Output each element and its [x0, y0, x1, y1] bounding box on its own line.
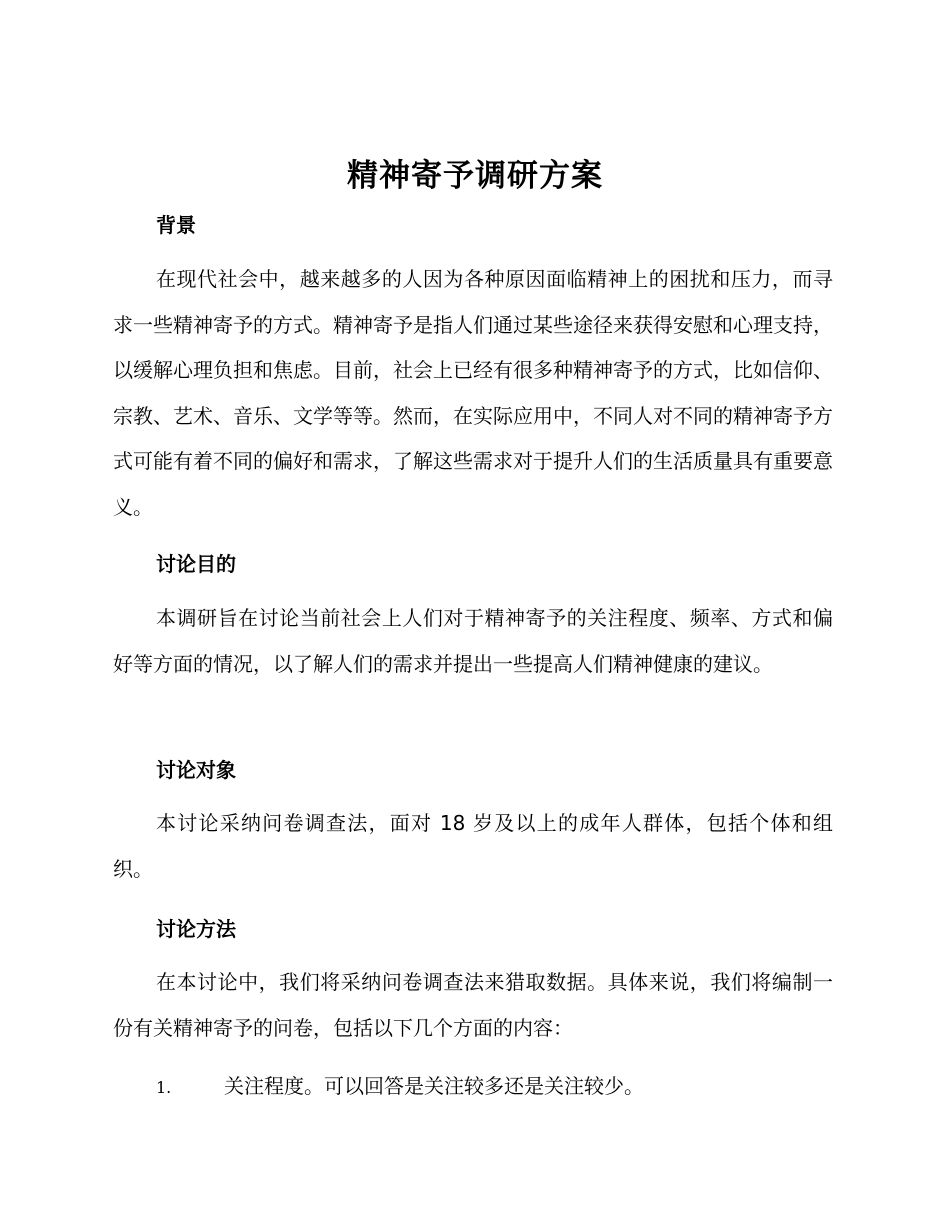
- list-item: [156, 1071, 644, 1103]
- list-item-number: 1.: [156, 1078, 172, 1097]
- section-heading-purpose: 讨论目的: [156, 552, 236, 576]
- section-heading-background: 背景: [156, 213, 196, 237]
- section-heading-subjects: 讨论对象: [156, 758, 236, 782]
- list-item-text: 关注程度。可以回答是关注较多还是关注较少。: [224, 1074, 644, 1098]
- section-paragraph-background: 在现代社会中，越来越多的人因为各种原因面临精神上的困扰和压力，而寻求一些精神寄予的方式。精神寄予是指人们通过某些途径来获得安慰和心理支持，以缓解心理负担和焦虑。目前，社会上已经有很多种精神寄予的方式，比如信仰、宗教、艺术、音乐、文学等等。然而，在实际应用中，不同人对不同的精神寄予方式可能有着不同的偏好和需求，了解这些需求对于提升人们的生活质量具有重要意义。: [113, 267, 833, 519]
- document-title: 精神寄予调研方案: [347, 158, 603, 194]
- section-paragraph-subjects: 本讨论采纳问卷调查法，面对 18 岁及以上的成年人群体，包括个体和组织。: [113, 811, 833, 881]
- section-paragraph-method: 在本讨论中，我们将采纳问卷调查法来猎取数据。具体来说，我们将编制一份有关精神寄予的问卷，包括以下几个方面的内容：: [113, 970, 833, 1040]
- section-paragraph-purpose: 本调研旨在讨论当前社会上人们对于精神寄予的关注程度、频率、方式和偏好等方面的情况，以了解人们的需求并提出一些提高人们精神健康的建议。: [113, 606, 833, 676]
- section-heading-method: 讨论方法: [156, 917, 236, 941]
